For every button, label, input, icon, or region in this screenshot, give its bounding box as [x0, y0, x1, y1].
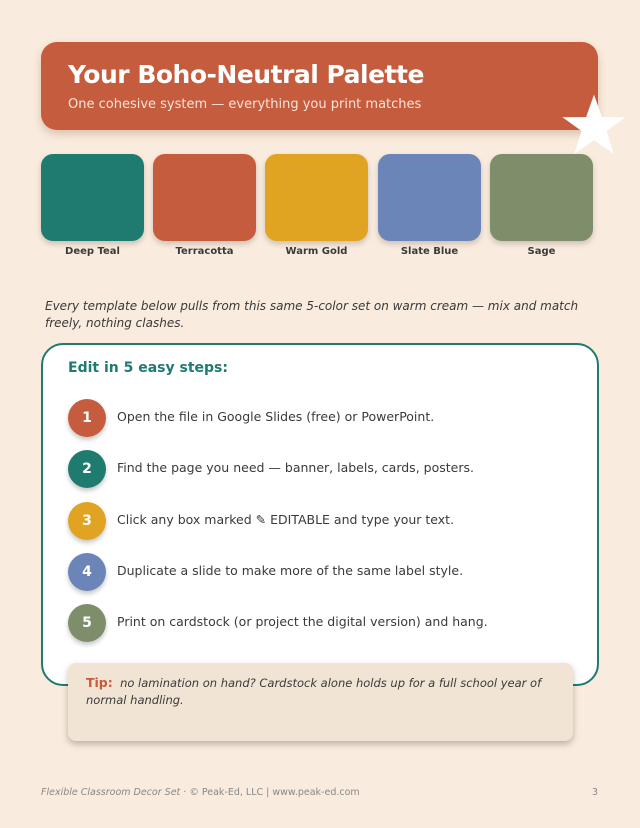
swatch-deep-teal: [41, 154, 144, 257]
swatch-chip: [490, 154, 593, 241]
swatch-chip: [41, 154, 144, 241]
step-5: [68, 604, 588, 642]
swatch-label: Warm Gold: [285, 246, 348, 257]
step-text: Print on cardstock (or project the digital version) and hang.: [117, 614, 488, 629]
swatch-chip: [378, 154, 481, 241]
step-number-badge: 1: [68, 399, 106, 437]
step-text: Find the page you need — banner, labels, cards, posters.: [117, 460, 474, 475]
footer-credit: [41, 787, 360, 798]
swatch-label: Terracotta: [175, 246, 234, 257]
steps-title: Edit in 5 easy steps:: [68, 360, 228, 376]
swatch-slate-blue: [378, 154, 481, 257]
footer-copyright: © Peak-Ed, LLC | www.peak-ed.com: [189, 787, 360, 798]
tip-body: [86, 674, 556, 709]
step-number-badge: 5: [68, 604, 106, 642]
star-icon: [561, 92, 627, 158]
footer-title: Flexible Classroom Decor Set: [41, 787, 181, 798]
step-number-badge: 4: [68, 553, 106, 591]
step-4: [68, 553, 588, 591]
step-text: Open the file in Google Slides (free) or PowerPoint.: [117, 409, 435, 424]
step-number-badge: 2: [68, 450, 106, 488]
page-subtitle: One cohesive system — everything you print matches: [68, 97, 422, 112]
step-text: Click any box marked ✎ EDITABLE and type your text.: [117, 512, 455, 527]
page-number: 3: [591, 787, 598, 798]
step-number-badge: 3: [68, 502, 106, 540]
swatch-label: Deep Teal: [65, 246, 120, 257]
footer-separator: ·: [183, 787, 187, 798]
step-2: [68, 450, 588, 488]
swatch-label: Slate Blue: [400, 246, 459, 257]
swatch-warm-gold: [265, 154, 368, 257]
swatch-label: Sage: [527, 246, 556, 257]
color-swatches: [41, 154, 593, 264]
page-title: Your Boho-Neutral Palette: [68, 60, 424, 89]
step-text: Duplicate a slide to make more of the same label style.: [117, 563, 464, 578]
swatch-chip: [265, 154, 368, 241]
swatch-chip: [153, 154, 256, 241]
palette-header: [41, 42, 598, 130]
intro-text: Every template below pulls from this same 5-color set on warm cream — mix and match freely, nothing clashes.: [45, 299, 579, 330]
tip-text: no lamination on hand? Cardstock alone holds up for a full school year of normal handling.: [86, 676, 542, 707]
tip-box: [68, 663, 573, 741]
swatch-sage: [490, 154, 593, 257]
tip-label: Tip:: [86, 675, 113, 690]
step-1: [68, 399, 588, 437]
step-3: [68, 502, 588, 540]
swatch-terracotta: [153, 154, 256, 257]
steps-card: [41, 343, 599, 686]
